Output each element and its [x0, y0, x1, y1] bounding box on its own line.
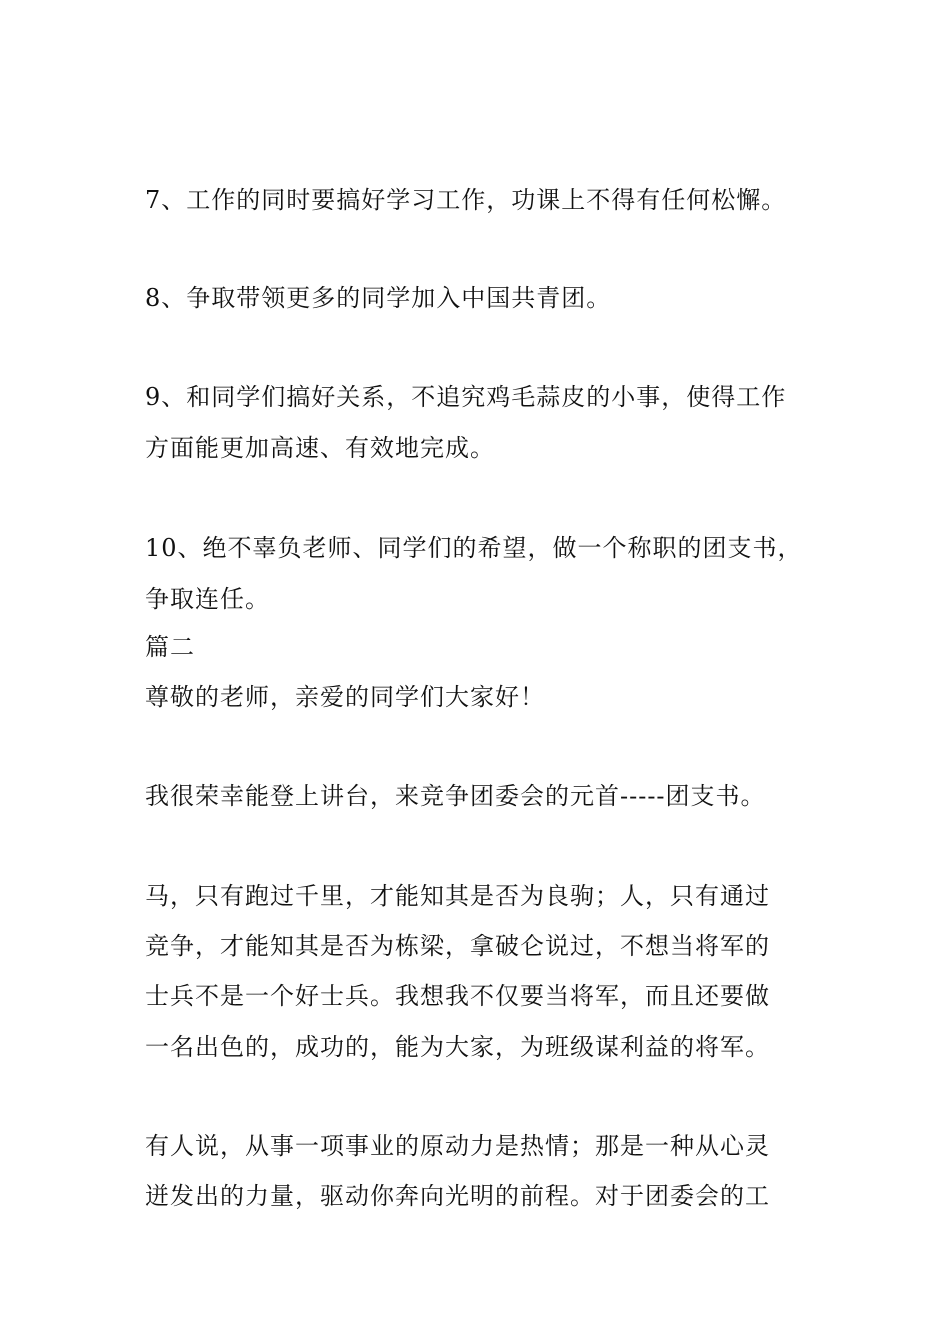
text-line-intro: 我很荣幸能登上讲台，来竞争团委会的元首-----团支书。 [145, 782, 766, 810]
text-line-item7: 7、工作的同时要搞好学习工作，功课上不得有任何松懈。 [145, 186, 787, 214]
text-line-item9: 9、和同学们搞好关系，不追究鸡毛蒜皮的小事，使得工作 [145, 383, 787, 411]
section-heading: 篇二 [145, 633, 195, 661]
greeting-line: 尊敬的老师，亲爱的同学们大家好！ [145, 683, 545, 711]
text-line-para1-3: 士兵不是一个好士兵。我想我不仅要当将军，而且还要做 [145, 982, 770, 1010]
text-line-para2-1: 有人说，从事一项事业的原动力是热情；那是一种从心灵 [145, 1132, 770, 1160]
text-line-para1-2: 竞争，才能知其是否为栋梁，拿破仑说过，不想当将军的 [145, 932, 770, 960]
text-line-para1-4: 一名出色的，成功的，能为大家，为班级谋利益的将军。 [145, 1033, 770, 1061]
text-line-item8: 8、争取带领更多的同学加入中国共青团。 [145, 284, 612, 312]
text-line-item10-cont: 争取连任。 [145, 585, 270, 613]
text-line-item9-cont: 方面能更加高速、有效地完成。 [145, 434, 495, 462]
text-line-para1-1: 马，只有跑过千里，才能知其是否为良驹；人，只有通过 [145, 882, 770, 910]
text-line-para2-2: 迸发出的力量，驱动你奔向光明的前程。对于团委会的工 [145, 1182, 770, 1210]
text-line-item10: 10、绝不辜负老师、同学们的希望，做一个称职的团支书， [145, 534, 803, 562]
